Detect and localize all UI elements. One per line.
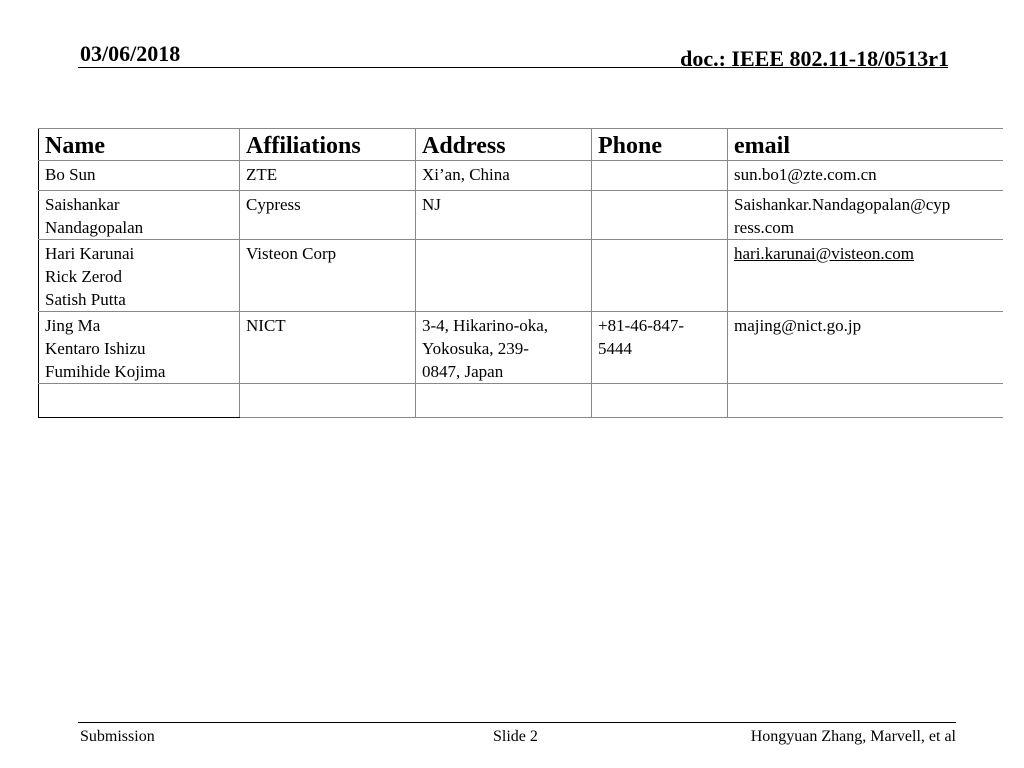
cell-address	[416, 312, 592, 384]
cell-name	[39, 312, 240, 384]
cell-email[interactable]	[728, 240, 1003, 312]
table-row	[39, 191, 1003, 240]
author-table	[38, 128, 1003, 418]
cell-email	[728, 312, 1003, 384]
cell-text: Bo Sun	[45, 165, 96, 184]
cell-text: 3-4, Hikarino-oka,	[422, 316, 549, 335]
cell-address	[416, 240, 592, 312]
table-row	[39, 161, 1003, 191]
cell-text: Satish Putta	[45, 290, 126, 309]
cell-text: Cypress	[246, 195, 301, 214]
cell-text: Fumihide Kojima	[45, 362, 166, 381]
cell-text: 0847, Japan	[422, 362, 504, 381]
cell-text: 5444	[598, 339, 632, 358]
cell-phone	[592, 384, 728, 418]
column-header-address: Address	[416, 129, 592, 161]
cell-affiliation	[240, 240, 416, 312]
cell-text: Saishankar.Nandagopalan@cyp	[734, 195, 951, 214]
footer-authors: Hongyuan Zhang, Marvell, et al	[750, 728, 956, 745]
cell-address	[416, 384, 592, 418]
cell-text: sun.bo1@zte.com.cn	[734, 165, 877, 184]
cell-phone	[592, 161, 728, 191]
cell-text: Kentaro Ishizu	[45, 339, 146, 358]
cell-text: +81-46-847-	[598, 316, 685, 335]
column-header-phone: Phone	[592, 129, 728, 161]
cell-name	[39, 191, 240, 240]
cell-address	[416, 191, 592, 240]
cell-email	[728, 191, 1003, 240]
cell-text: Hari Karunai	[45, 244, 135, 263]
cell-address	[416, 161, 592, 191]
header-date: 03/06/2018	[80, 41, 181, 66]
cell-text: NICT	[246, 316, 286, 335]
column-header-affiliations: Affiliations	[240, 129, 416, 161]
header-rule	[78, 67, 948, 68]
cell-text: Jing Ma	[45, 316, 101, 335]
footer-submission: Submission	[80, 728, 155, 745]
cell-text: ZTE	[246, 165, 278, 184]
footer-rule	[78, 722, 956, 723]
column-header-name: Name	[39, 129, 240, 161]
cell-email	[728, 161, 1003, 191]
column-header-email: email	[728, 129, 1003, 161]
cell-affiliation	[240, 384, 416, 418]
cell-name	[39, 161, 240, 191]
cell-name	[39, 240, 240, 312]
email-link[interactable]: hari.karunai@visteon.com	[734, 244, 914, 263]
cell-text: majing@nict.go.jp	[734, 316, 862, 335]
cell-affiliation	[240, 312, 416, 384]
cell-text: Visteon Corp	[246, 244, 337, 263]
header-doc-id: doc.: IEEE 802.11-18/0513r1	[680, 46, 949, 71]
cell-affiliation	[240, 191, 416, 240]
table-body	[39, 161, 1003, 418]
cell-phone	[592, 191, 728, 240]
cell-affiliation	[240, 161, 416, 191]
table-row	[39, 240, 1003, 312]
cell-text: Saishankar	[45, 195, 120, 214]
cell-text: Rick Zerod	[45, 267, 122, 286]
cell-text: Xi’an, China	[422, 165, 510, 184]
table-row	[39, 312, 1003, 384]
cell-name	[39, 384, 240, 418]
cell-email	[728, 384, 1003, 418]
cell-text: Nandagopalan	[45, 218, 144, 237]
cell-text: ress.com	[734, 218, 794, 237]
footer-slide-number: Slide 2	[493, 728, 538, 745]
table-row	[39, 384, 1003, 418]
cell-text: Yokosuka, 239-	[422, 339, 529, 358]
table-header-row	[39, 129, 1003, 161]
cell-text: NJ	[422, 195, 441, 214]
cell-phone	[592, 240, 728, 312]
cell-phone	[592, 312, 728, 384]
